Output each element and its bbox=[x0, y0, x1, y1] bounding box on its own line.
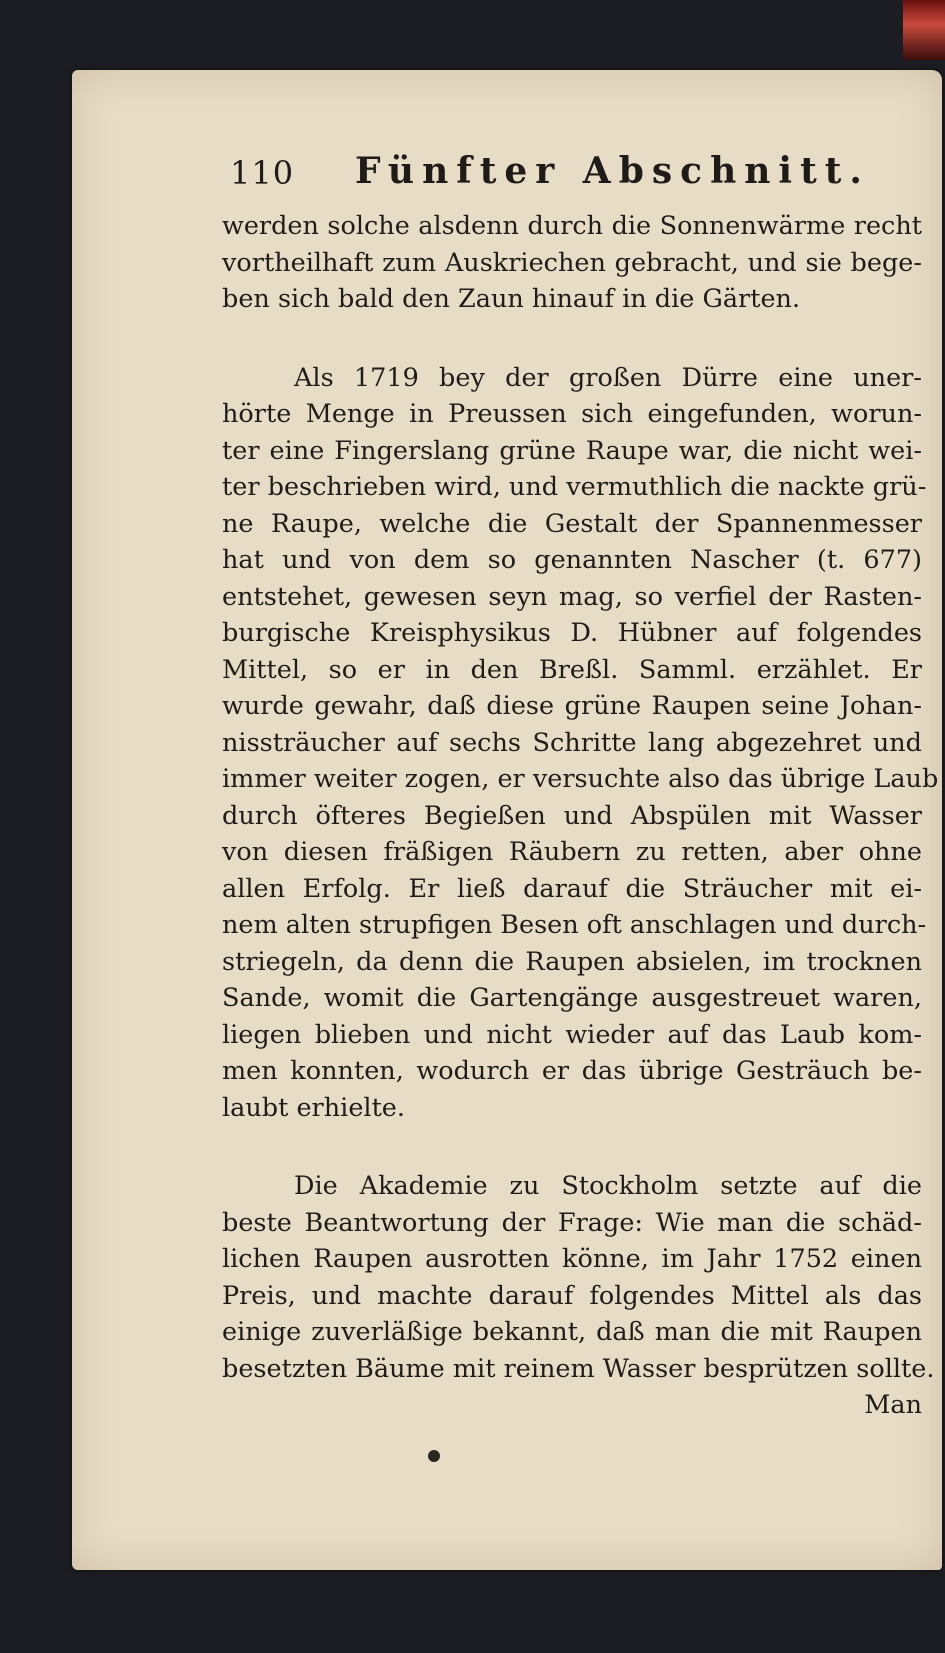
text-line: Preis, und machte darauf folgendes Mittel als das bbox=[222, 1280, 922, 1311]
text-line: laubt erhielte. bbox=[222, 1092, 406, 1123]
paragraph-2 bbox=[222, 360, 939, 1127]
page-header bbox=[230, 150, 880, 200]
text-line: ne Raupe, welche die Gestalt der Spannenmesser bbox=[222, 508, 922, 539]
paragraph-gap bbox=[222, 1126, 922, 1168]
text-line: lichen Raupen ausrotten könne, im Jahr 1752 einen bbox=[222, 1244, 922, 1274]
text-line: beste Beantwortung der Frage: Wie man die schäd- bbox=[222, 1207, 922, 1238]
text-line: wurde gewahr, daß diese grüne Raupen seine Johan- bbox=[222, 691, 922, 721]
ink-spot bbox=[428, 1450, 440, 1462]
book-page bbox=[72, 70, 942, 1570]
body-text bbox=[222, 208, 939, 1424]
text-line: burgische Kreisphysikus D. Hübner auf folgendes bbox=[222, 618, 922, 648]
text-line: besetzten Bäume mit reinem Wasser besprützen sollte. bbox=[222, 1353, 935, 1384]
text-line: Die Akademie zu Stockholm setzte auf die bbox=[294, 1171, 922, 1201]
text-line: hörte Menge in Preussen sich eingefunden, worun- bbox=[222, 399, 922, 429]
text-line: Sande, womit die Gartengänge ausgestreuet waren, bbox=[222, 983, 922, 1013]
text-line: ben sich bald den Zaun hinauf in die Gärten. bbox=[222, 284, 801, 314]
text-line: striegeln, da denn die Raupen absielen, im trocknen bbox=[222, 946, 922, 977]
text-line: ter beschrieben wird, und vermuthlich die nackte grü- bbox=[222, 472, 927, 502]
text-line: vortheilhaft zum Auskriechen gebracht, und sie bege- bbox=[222, 247, 922, 278]
text-line: men konnten, wodurch er das übrige Gesträuch be- bbox=[222, 1056, 922, 1086]
paragraph-1 bbox=[222, 208, 922, 318]
text-line: ter eine Fingerslang grüne Raupe war, die nicht wei- bbox=[222, 435, 922, 466]
paragraph-gap bbox=[222, 318, 922, 360]
text-line: durch öfteres Begießen und Abspülen mit Wasser bbox=[222, 800, 922, 831]
paragraph-3 bbox=[222, 1168, 935, 1387]
running-title: Fünfter Abschnitt. bbox=[355, 150, 870, 192]
page-number: 110 bbox=[230, 154, 295, 192]
text-line: von diesen fräßigen Räubern zu retten, aber ohne bbox=[222, 837, 922, 867]
text-line: einige zuverläßige bekannt, daß man die mit Raupen bbox=[222, 1317, 922, 1347]
text-line: entstehet, gewesen seyn mag, so verfiel der Rasten- bbox=[222, 581, 922, 612]
text-line: nem alten strupfigen Besen oft anschlagen und durch- bbox=[222, 910, 927, 940]
book-edge-ribbon bbox=[903, 0, 945, 60]
text-line: nissträucher auf sechs Schritte lang abgezehret und bbox=[222, 727, 922, 758]
text-line: werden solche alsdenn durch die Sonnenwärme recht bbox=[222, 211, 922, 241]
catchword: Man bbox=[864, 1390, 922, 1420]
text-line: hat und von dem so genannten Nascher (t. 677) bbox=[222, 545, 922, 575]
text-line: allen Erfolg. Er ließ darauf die Sträucher mit ei- bbox=[222, 873, 922, 904]
text-line: liegen blieben und nicht wieder auf das Laub kom- bbox=[222, 1019, 922, 1050]
text-line: Als 1719 bey der großen Dürre eine uner- bbox=[294, 362, 922, 393]
text-line: Mittel, so er in den Breßl. Samml. erzählet. Er bbox=[222, 654, 922, 685]
text-line: immer weiter zogen, er versuchte also das übrige Laub bbox=[222, 764, 939, 794]
